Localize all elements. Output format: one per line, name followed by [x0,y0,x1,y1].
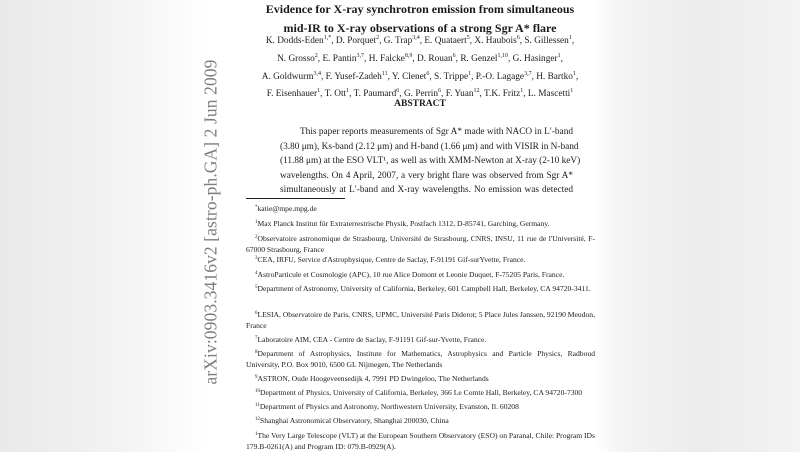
author-name: S. Trippe [434,72,469,82]
footnote-text: Max Planck Institut für Extraterrestrische Physik, Postfach 1312, D-85741, Garching, Germany. [257,219,550,228]
author-name: F. Yuan [445,89,474,99]
affiliation-mark: 1,* [323,35,332,41]
author-name: D. Porquet [335,36,377,46]
author-name: K. Dodds-Eden [265,36,324,46]
author-name: A. Goldwurm [261,72,314,82]
abstract-line: (11.88 μm) at the ESO VLT¹, as well as with XMM-Newton at X-ray (2-10 keV) [280,156,581,166]
footnote-text: Department of Astrophysics, Institute for Mathematics, Astrophysics and Particle Physics, Radboud University, P.O. Box 9010, 6500 GL Nijmegen, The Netherlands [246,349,595,369]
affiliation-mark: 6 [438,88,442,94]
author-name: T. Ott [324,89,347,99]
affiliation-mark: 2 [376,35,380,41]
abstract-line: (3.80 μm), Ks-band (2.12 μm) and H-band (1.66 μm) and with VISIR in N-band [280,141,579,152]
footnote-mark: 4 [255,271,258,276]
affiliation-mark: 1 [570,88,574,94]
footnote-mark: 9 [255,375,258,380]
author-name: T. Paumard [353,89,397,99]
footnote[interactable] [246,203,595,214]
footnote [246,283,595,294]
affiliation-mark: 12 [473,88,480,94]
author-name: X. Haubois [474,36,517,46]
affiliation-mark: 1 [557,53,561,59]
footnote-text: Shanghai Astronomical Observatory, Shanghai 200030, China [260,416,449,425]
author-name: Y. Clenet [391,72,427,82]
author-name: L. Mascetti [527,89,571,99]
affiliation-mark: 1 [346,88,350,94]
author-name: P.-O. Lagage [475,72,525,82]
footnote-text: Department of Physics and Astronomy, Northwestern University, Evanston, Il. 60208 [259,402,519,411]
affiliation-mark: 5 [466,35,470,41]
footnote-text: katie@mpe.mpg.de [257,204,317,213]
footnote [246,233,595,255]
affiliation-mark: 1 [572,71,576,77]
footnote-mark: 8 [255,350,258,355]
footnote [246,254,595,265]
footnote-text: Laboratoire AIM, CEA - Centre de Saclay, F-91191 Gif-sur-Yvette, France. [257,335,487,344]
footnote [246,348,595,370]
footnote [246,415,595,426]
affiliation-mark: 8,9 [404,53,413,59]
abstract-heading: ABSTRACT [394,99,446,109]
footnote-text: Department of Astronomy, University of California, Berkeley, 601 Campbell Hall, Berkeley, CA 94720-3411. [257,284,591,293]
footnote [246,309,595,331]
author-name: N. Grosso [277,54,315,64]
footnote-mark: * [255,205,258,210]
paper-title-line-2: mid-IR to X-ray observations of a strong Sgr A* flare [283,21,557,35]
footnote-text: LESIA, Observatoire de Paris, CNRS, UPMC, Université Paris Diderot; 5 Place Jules Janssen, 92190 Meudon, France [246,310,595,330]
author-name: G. Hasinger [512,54,558,64]
author-name: E. Quataert [424,36,467,46]
affiliation-mark: 1,10 [497,53,508,59]
footnote-mark: 1 [255,432,258,437]
author-name: G. Perrin [403,89,439,99]
footnote [246,387,595,398]
footnote-mark: 1 [255,220,258,225]
author-name: R. Genzel [460,54,498,64]
abstract-line: This paper reports measurements of Sgr A* made with NACO in L′-band [300,127,573,137]
arxiv-identifier-stamp: arXiv:0903.3416v2 [astro-ph.GA] 2 Jun 2009 [200,59,221,385]
footnote [246,430,595,452]
footnote-text: CEA, IRFU, Service d'Astrophysique, Centre de Saclay, F-91191 Gif-surYvette, France. [257,255,526,264]
author-name: S. Gillessen [524,36,569,46]
affiliation-mark: 11 [381,71,388,77]
footnote-text: Department of Physics, University of California, Berkeley, 366 Le Comte Hall, Berkeley, CA 94720-7300 [260,388,583,397]
footnote-text: The Very Large Telescope (VLT) at the European Southern Observatory (ESO) on Paranal, Chile: Program IDs 179.B-0261(A) and Program ID: 079.B-0929(A). [246,431,595,451]
abstract-line: simultaneously at L′-band and X-ray wavelengths. No emission was detected [280,185,573,195]
affiliation-mark: 3,7 [524,71,532,77]
author-name: T.K. Fritz [484,89,521,99]
footnote-text: Observatoire astronomique de Strasbourg, Université de Strasbourg, CNRS, INSU, 11 rue de l'Université, F-67000 Strasbourg, France [246,234,595,254]
affiliation-mark: 1 [568,35,572,41]
footnote [246,373,595,384]
abstract-line: wavelengths. On 4 April, 2007, a very bright flare was observed from Sgr A* [280,170,573,181]
footnote [246,334,595,345]
author-line: A. Goldwurm$^{3,4}$, F. Yusef-Zadeh$^{11}$, Y. Clenet$^6$, S. Trippe$^1$, P.-O. Lagage$^{3,7}$, H. Bartko$^1$, [261,71,579,82]
footnote-divider [246,198,345,199]
affiliation-mark: 6 [452,53,456,59]
footnote-text: ASTRON, Oude Hoogeveensedijk 4, 7991 PD Dwingeloo, The Netherlands [257,374,489,383]
author-name: D. Rouan [417,54,453,64]
author-name: F. Eisenhauer [266,89,318,99]
footnote-mark: 5 [255,285,258,290]
footnote-mark: 6 [255,311,258,316]
affiliation-mark: 1 [520,88,524,94]
footnote [246,401,595,412]
affiliation-mark: 6 [396,88,400,94]
footnote-mark: 10 [255,389,260,394]
affiliation-mark: 3,7 [356,53,365,59]
footnote-mark: 3 [255,256,258,261]
author-line: F. Eisenhauer$^1$, T. Ott$^1$, T. Paumard$^6$, G. Perrin$^6$, F. Yuan$^{12}$, T.K. Fritz$^1$, L. Mascetti$^1$ [266,88,574,99]
author-line: K. Dodds-Eden$^{1,*}$, D. Porquet$^2$, G. Trap$^{3,4}$, E. Quataert$^5$, X. Haubois$^6$, S. Gillessen$^1$, [265,35,575,46]
footnote [246,269,595,280]
footnote-mark: 2 [255,235,258,240]
author-name: H. Bartko [536,72,573,82]
footnote-mark: 11 [255,403,260,408]
affiliation-mark: 3,4 [412,35,420,41]
author-name: F. Yusef-Zadeh [325,72,382,82]
affiliation-mark: 6 [426,71,430,77]
footnote [246,218,595,229]
footnote-text: AstroParticule et Cosmologie (APC), 10 rue Alice Domont et Leonie Duquet, F-75205 Paris, France. [257,270,565,279]
paper-title-line-1: Evidence for X-ray synchrotron emission from simultaneous [265,2,575,16]
author-name: G. Trap [383,36,413,46]
affiliation-mark: 2 [314,53,318,59]
author-name: H. Falcke [368,54,405,64]
author-line: N. Grosso$^2$, E. Pantin$^{3,7}$, H. Falcke$^{8,9}$, D. Rouan$^6$, R. Genzel$^{1,10}$, G. Hasinger$^1$, [277,53,563,64]
affiliation-mark: 3,4 [313,71,321,77]
footnote-mark: 12 [255,417,260,422]
affiliation-mark: 1 [468,71,472,77]
affiliation-mark: 1 [317,88,321,94]
footnote-mark: 7 [255,336,258,341]
affiliation-mark: 6 [516,35,520,41]
author-name: E. Pantin [322,54,357,64]
